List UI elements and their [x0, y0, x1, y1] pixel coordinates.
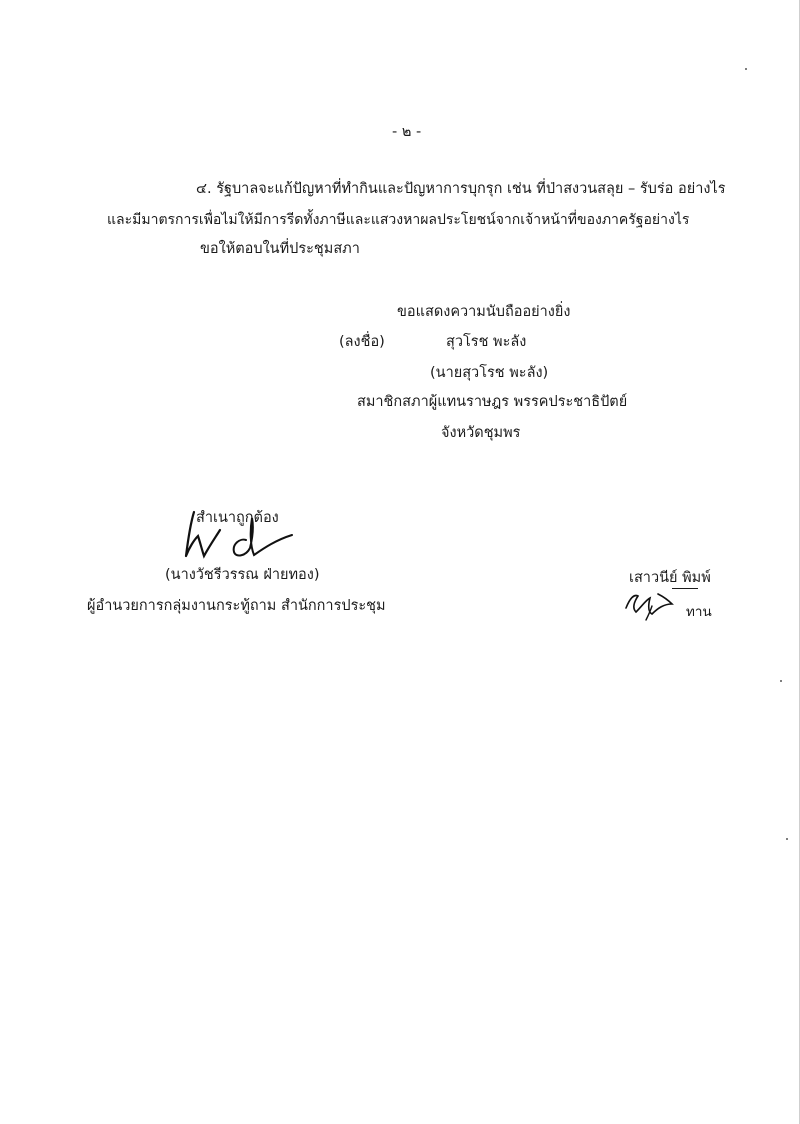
certification-label: สำเนาถูกต้อง [196, 510, 279, 526]
scan-speck-3 [786, 838, 788, 840]
checker-suffix: ทาน [686, 604, 712, 620]
certifier-title: ผู้อำนวยการกลุ่มงานกระทู้ถาม สำนักการประชุม [87, 598, 386, 614]
page-number: - ๒ - [392, 124, 422, 140]
signature-name: สุวโรช พะลัง [446, 334, 527, 350]
typist-name: เสาวนีย์ พิมพ์ [629, 570, 711, 586]
question-line-1: ๔. รัฐบาลจะแก้ปัญหาที่ทำกินและปัญหาการบุกรุก เช่น ที่ป่าสงวนสลุย – รับร่อ อย่างไร [196, 181, 726, 197]
certifier-name: (นางวัชรีวรรณ ฝ่ายทอง) [165, 567, 320, 583]
certifier-signature [180, 500, 300, 565]
signed-label: (ลงชื่อ) [339, 334, 385, 350]
scan-speck-1 [745, 68, 747, 70]
scan-speck-2 [780, 680, 782, 682]
question-line-3: ขอให้ตอบในที่ประชุมสภา [200, 241, 360, 257]
checker-signature [622, 586, 682, 621]
question-line-2: และมีมาตรการเพื่อไม่ให้มีการรีดทั้งภาษีและแสวงหาผลประโยชน์จากเจ้าหน้าที่ของภาครัฐอย่างไร [107, 212, 690, 228]
province: จังหวัดชุมพร [441, 425, 521, 441]
printed-name: (นายสุวโรช พะลัง) [430, 365, 549, 381]
member-position: สมาชิกสภาผู้แทนราษฎร พรรคประชาธิปัตย์ [357, 394, 628, 410]
closing-regards: ขอแสดงความนับถืออย่างยิ่ง [397, 304, 571, 320]
